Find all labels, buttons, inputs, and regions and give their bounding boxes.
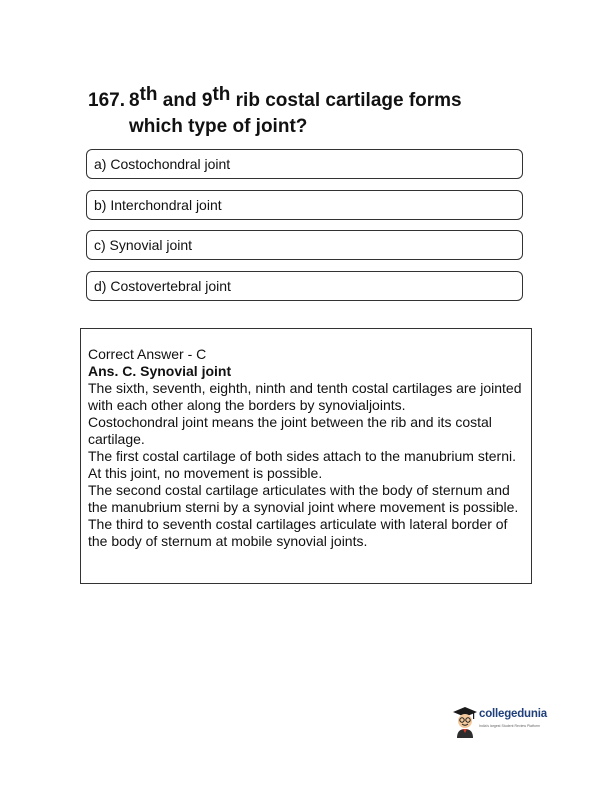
option-d[interactable]: d) Costovertebral joint [86, 271, 523, 301]
ordinal-9: 9 [201, 90, 213, 111]
collegedunia-logo [452, 704, 562, 740]
correct-answer: Correct Answer - C [88, 346, 207, 362]
explanation-paragraph: The sixth, seventh, eighth, ninth and tenth costal cartilages are jointed with each other along the borders by synovialjoints. [88, 380, 522, 413]
ordinal-suffix-9: th [212, 84, 231, 105]
question-line-2: which type of joint? [129, 116, 308, 137]
logo-tagline: India's largest Student Review Platform [479, 724, 540, 728]
logo-brand: collegedunia [479, 708, 547, 720]
explanation-paragraph: Costochondral joint means the joint between the rib and its costal cartilage. [88, 414, 492, 447]
option-b[interactable]: b) Interchondral joint [86, 190, 523, 220]
explanation-paragraph: The third to seventh costal cartilages articulate with lateral border of the body of sternum at mobile synovial joints. [88, 516, 508, 549]
ordinal-suffix-8: th [139, 84, 158, 105]
answer-title: Ans. C. Synovial joint [88, 363, 232, 379]
question-connector: and [157, 90, 202, 111]
graduate-mascot-icon [452, 704, 478, 738]
question-line-1 [88, 84, 558, 114]
answer-explanation-box [80, 328, 532, 584]
explanation-paragraph: The second costal cartilage articulates with the body of sternum and the manubrium sterni by a synovial joint where movement is possible. [88, 482, 519, 515]
question-rest: rib costal cartilage forms [230, 90, 462, 111]
explanation-paragraph: The first costal cartilage of both sides attach to the manubrium sterni. At this joint, no movement is possible. [88, 448, 516, 481]
ordinal-8: 8 [129, 90, 140, 111]
option-c[interactable]: c) Synovial joint [86, 230, 523, 260]
question-number: 167. [88, 90, 125, 111]
option-a[interactable]: a) Costochondral joint [86, 149, 523, 179]
question-text [88, 84, 558, 140]
